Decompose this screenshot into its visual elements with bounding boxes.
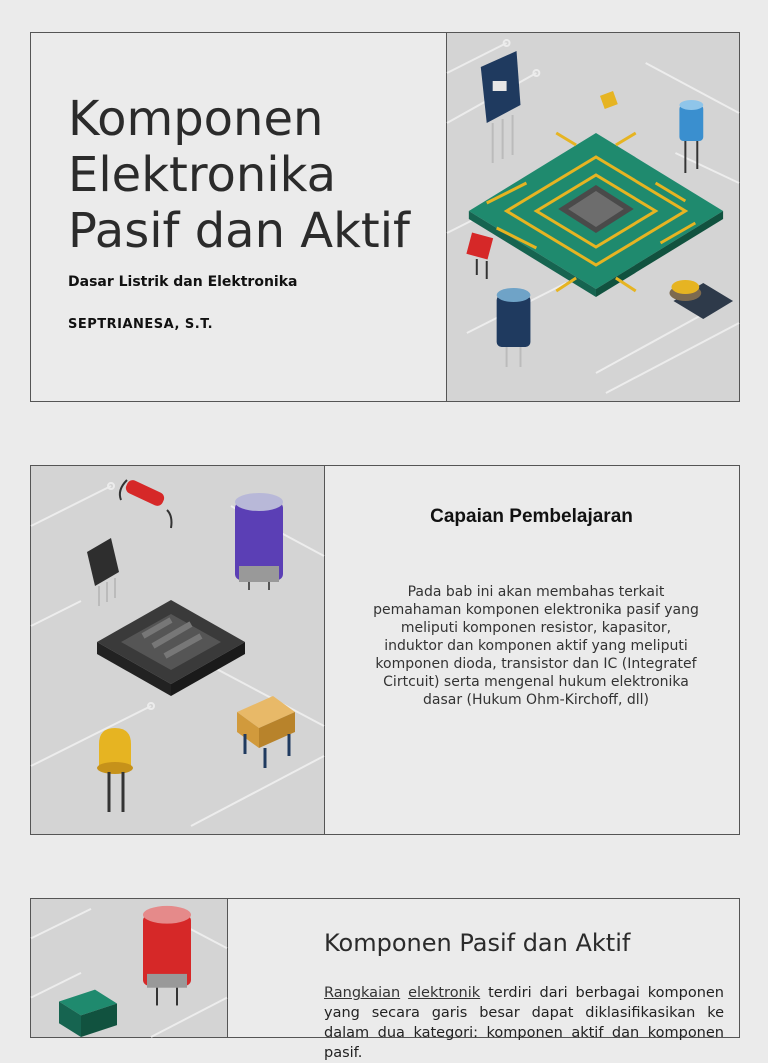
slide-subtitle: Dasar Listrik dan Elektronika [68,274,298,290]
components-illustration [31,466,325,834]
link-rangkaian[interactable]: Rangkaian [324,985,401,1001]
section-body [324,983,724,1063]
link-elektronik[interactable]: elektronik [408,985,481,1001]
section-body-text: terdiri dari berbagai komponen yang secara garis besar dapat diklasifikasikan ke dalam dua kategori: komponen aktif dan komponen pasif. [324,985,724,1061]
slide-title: Komponen Elektronika Pasif dan Aktif [68,91,410,259]
learning-outcomes-slide [30,465,740,835]
components-slide [30,898,740,1061]
title-slide [30,32,740,402]
section-heading: Komponen Pasif dan Aktif [324,929,631,957]
section-body: Pada bab ini akan membahas terkait pemahaman komponen elektronika pasif yang meliputi komponen resistor, kapasitor, induktor dan komponen aktif yang meliputi komponen dioda, transistor dan IC (Integratef Cirtcuit) serta mengenal hukum elektronika dasar (Hukum Ohm-Kirchoff, dll) [373,584,699,708]
circuit-board-illustration [446,33,739,401]
section-heading: Capaian Pembelajaran [430,506,633,527]
slide-author: SEPTRIANESA, S.T. [68,317,214,332]
capacitor-illustration [31,899,228,1037]
